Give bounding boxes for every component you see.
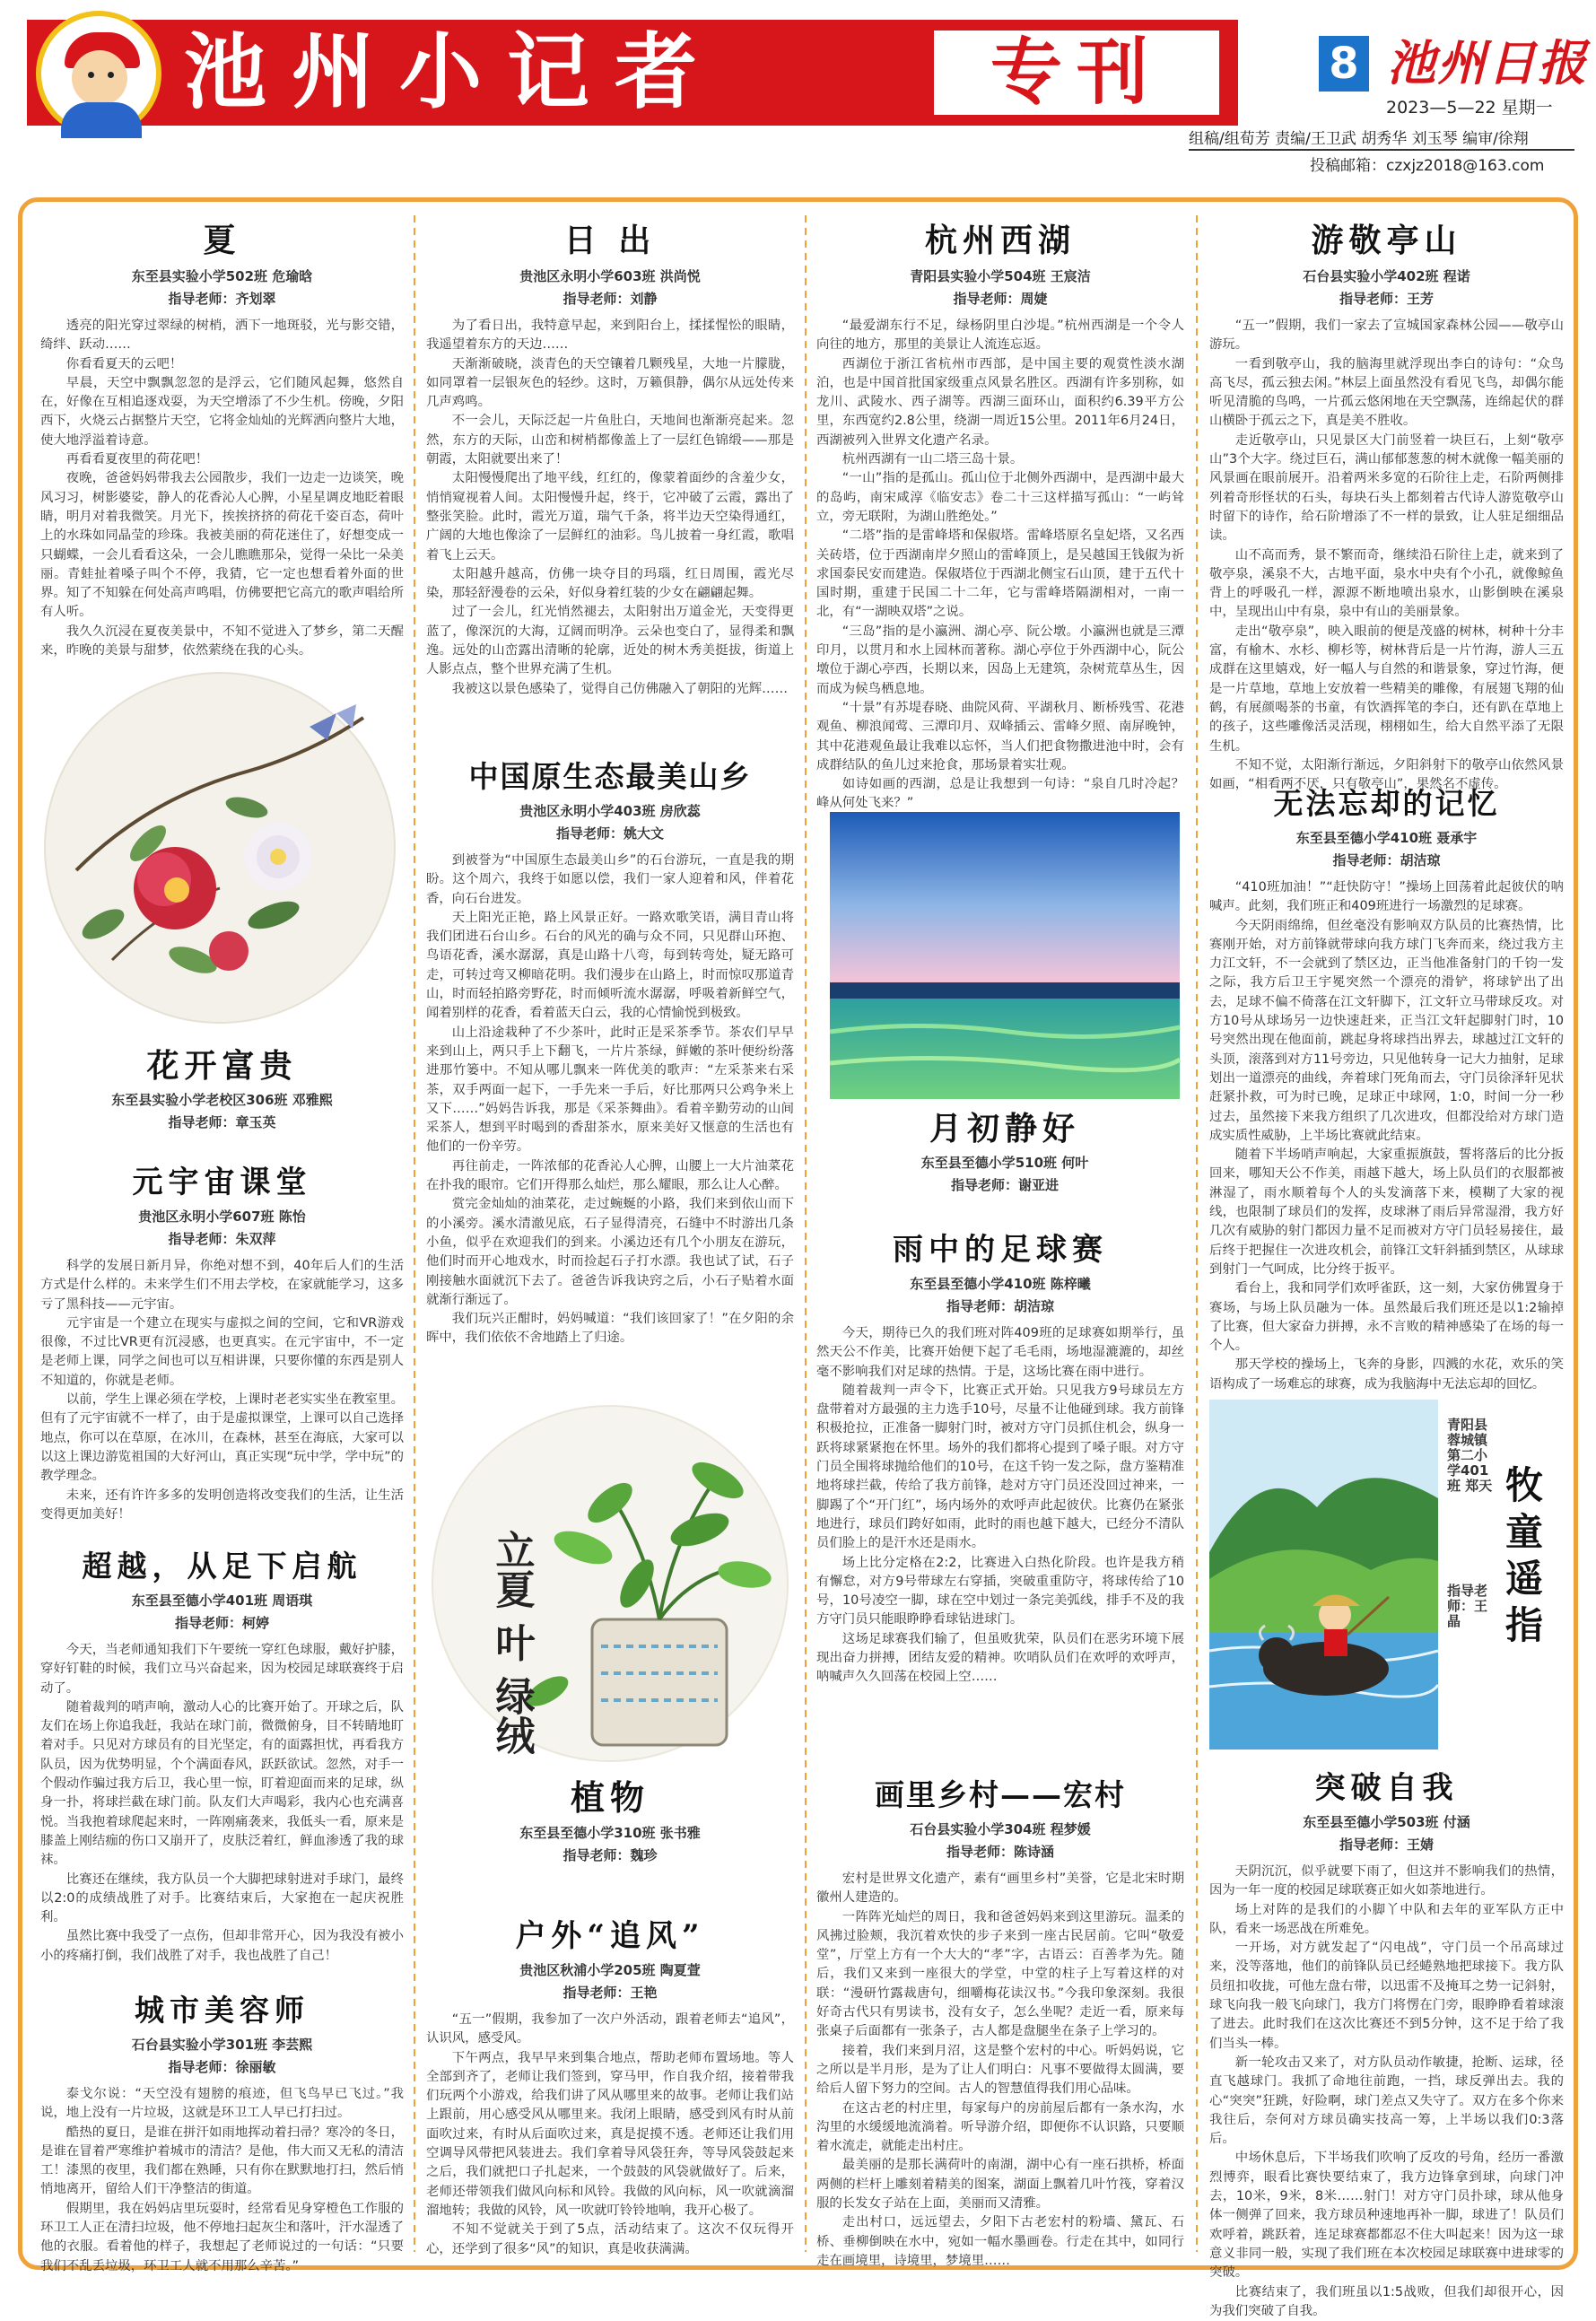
article-chengshi <box>40 1987 404 2273</box>
paragraph: “最爱湖东行不足，绿杨阴里白沙堤。”杭州西湖是一个令人向往的地方，那里的美景让人流连忘返。 <box>816 318 1184 353</box>
paragraph: 天上阳光正艳，路上风景正好。一路欢歌笑语，满目青山将我们团进石台山乡。石台的风光的确与众不同，只见群山环抱、鸟语花香，溪水潺潺，真是山路十八弯，每到转弯处，疑无路可走，可转过弯又柳暗花明。我们漫步在山路上，时而惊叹那道青山，时而轻拍路旁野花，时而倾听流水潺潺，呼吸着新鲜空气，闻着别样的花香，看着蓝天白云，我的心情愉悦到极致。 <box>426 910 794 1021</box>
paragraph: “十景”有苏堤春晓、曲院风荷、平湖秋月、断桥残雪、花港观鱼、柳浪闻莺、三潭印月、双峰插云、雷峰夕照、南屏晚钟，其中花港观鱼最让我难以忘怀，当人们把食物撒进池中时，会有成群结队的鱼儿过来抢食，那场景着实壮观。 <box>816 700 1184 772</box>
editors-credits: 组稿/组荀芳 责编/王卫武 胡秀华 刘玉琴 编审/徐翔 <box>1189 130 1529 148</box>
article-teacher: 指导老师：王婧 <box>1339 1837 1434 1853</box>
artwork-caption <box>830 1104 1180 1194</box>
paragraph: 宏村是世界文化遗产，素有“画里乡村”美誉，它是北宋时期徽州人建造的。 <box>816 1872 1184 1906</box>
artwork-title-vertical: 牧童遥指 <box>1505 1463 1544 1647</box>
artwork-teacher-vertical: 指导老师：王晶 <box>1447 1583 1488 1629</box>
masthead-divider <box>1189 149 1574 151</box>
paragraph: 过了一会儿，红光悄然褪去，太阳射出万道金光，天变得更蓝了，像深沉的大海，辽阔而明净。云朵也变白了，显得柔和飘逸。远处的山峦露出清晰的轮廓，近处的树木秀美挺拔，街道上人影点点，整个世界充满了生机。 <box>426 605 794 677</box>
article-byline: 东至县至德小学410班 聂承宇 <box>1295 830 1478 846</box>
paragraph: 中场休息后，下半场我们吹响了反攻的号角，经历一番激烈博弈，眼看比赛快要结束了，我方边锋拿到球，向球门冲去，10米，9米，8米……射门！对方守门员扑球，球从他身体一侧弹了回来，我方球员种速地再补一脚，球进了！队员们欢呼着，跳跃着，连足球赛都都忍不住大叫起来！因为这一球意义非同一般，实现了我们班在本次校园足球联赛中进球零的突破。 <box>1209 2151 1564 2281</box>
paragraph: 未来，还有许许多多的发明创造将改变我们的生活，让生活变得更加美好！ <box>40 1488 404 1522</box>
article-body <box>816 1870 1184 2271</box>
paragraph: 我们玩兴正酣时，妈妈喊道：“我们该回家了！”在夕阳的余晖中，我们依依不舍地踏上了归途。 <box>426 1312 794 1346</box>
plant-painting <box>431 1395 789 1767</box>
submission-email: 投稿邮箱：czxjz2018@163.com <box>1310 157 1545 175</box>
calligraphy-inscription: 立夏 叶 绿绒 <box>488 1530 535 1755</box>
paragraph: 今天，当老师通知我们下午要统一穿红色球服，戴好护膝，穿好钉鞋的时候，我们立马兴奋起来，因为校园足球联赛终于启动了。 <box>40 1643 404 1696</box>
paragraph: 一看到敬亭山，我的脑海里就浮现出李白的诗句：“众鸟高飞尽，孤云独去闲。”林层上面虽然没有看见飞鸟，却偶尔能听见清脆的鸟鸣，一片孤云悠闲地在天空飘荡，连绵起伏的群山横卧于孤云之下，真是美不胜收。 <box>1209 356 1564 429</box>
article-byline: 东至县至德小学410班 陈梓曦 <box>910 1276 1091 1292</box>
paragraph: 这场足球赛我们输了，但虽败犹荣，队员们在恶劣环境下展现出奋力拼搏，团结友爱的精神。吹哨队员们在欢呼的欢呼声，呐喊声久久回荡在校园上空…… <box>816 1631 1184 1685</box>
article-yuanshengtai <box>426 754 794 1382</box>
special-issue-label: 专刊 <box>990 31 1163 114</box>
article-title: 画里乡村——宏村 <box>875 1777 1126 1812</box>
paragraph: 一开场，对方就发起了“闪电战”，守门员一个吊高球过来，没等落地，他们的前锋队员已经蜷熟地把球接下。我方队员纽扣收拢，可他左盘右带，以迅雷不及掩耳之势一记斜射，球飞向我一般飞向球门，我方门将愣在门旁，眼睁睁看着球滚了进去。此时我们在这次比赛还不到5分钟，这不足于给了我们当头一棒。 <box>1209 1941 1564 2051</box>
artwork-teacher: 指导老师：魏珍 <box>563 1847 658 1863</box>
artwork-yuechu <box>830 812 1180 1211</box>
article-teacher: 指导老师：朱双萍 <box>168 1231 276 1247</box>
paragraph: 山不高而秀，景不繁而奇，继续沿石阶往上走，就来到了敬亭泉，溪泉不大，古地平面，泉水中央有个小孔，就像鲸鱼背上的呼吸孔一样，源源不断地喷出泉水，山影倒映在溪泉中，呈现出山中有泉，泉中有山的美丽景象。 <box>1209 547 1564 620</box>
artwork-byline: 东至县至德小学310班 张书雅 <box>519 1825 701 1841</box>
article-byline: 东至县至德小学503班 付涵 <box>1303 1814 1470 1830</box>
column-divider <box>1196 215 1198 2252</box>
artwork-byline: 东至县实验小学老校区306班 邓雅熙 <box>111 1092 333 1108</box>
paragraph: 以前，学生上课必须在学校，上课时老老实实坐在教室里。但有了元宇宙就不一样了，由于是虚拟课堂，上课可以自己选择地点，你可以在草原，在冰川，在森林，甚至在海底，大家可以以这上课边游览祖国的大好河山，真正实现“玩中学，学中玩”的教学理念。 <box>40 1392 404 1484</box>
article-body <box>816 317 1184 814</box>
article-xia <box>40 215 404 664</box>
paragraph: “二塔”指的是雷峰塔和保俶塔。雷峰塔原名皇妃塔，又名西关砖塔，位于西湖南岸夕照山的雷峰顶上，是吴越国王钱俶为祈求国泰民安而建造。保俶塔位于西湖北侧宝石山顶，建于五代十国时期，重建于民国二十二年，它与雷峰塔隔湖相对，一南一北，有“一湖映双塔”之说。 <box>816 528 1184 620</box>
artwork-teacher: 指导老师：章玉英 <box>168 1114 276 1130</box>
paragraph: 夜晚，爸爸妈妈带我去公园散步，我们一边走一边谈笑，晚风习习，树影婆娑，静人的花香沁人心脾，小星星调皮地眨着眼睛，明月对着我微笑。月光下，挨挨挤挤的荷花千姿百态，荷叶上的水珠如同晶莹的珍珠。我被美丽的荷花迷住了，好想变成一只蝴蝶，一会儿看看这朵，一会儿瞧瞧那朵，觉得一朵比一朵美丽。青蛙扯着嗓子叫个不停，我猜，它一定也想看着外面的世界。知了不知躲在何处高声鸣唱，仿佛要把它高亢的歌声唱给所有人听。 <box>40 471 404 620</box>
mascot-eye <box>108 72 114 78</box>
article-title: 日 出 <box>563 222 657 259</box>
paragraph: 看台上，我和同学们欢呼雀跃，这一刻，大家仿佛置身于赛场，与场上队员融为一体。虽然最后我们班还是以1:2输掉了比赛，但大家奋力拼搏，永不言败的精神感染了在场的每一个人。 <box>1209 1281 1564 1354</box>
paragraph: 那天学校的操场上，飞奔的身影，四溅的水花，欢乐的笑语构成了一场难忘的球赛，成为我脑海中无法忘却的回忆。 <box>1209 1357 1564 1392</box>
paragraph: 随着下半场哨声响起，大家重振旗鼓，誓将落后的比分扳回来，哪知天公不作美，雨越下越大，场上队员们的衣服都被淋湿了，雨水顺着每个人的头发滴落下来，模糊了大家的视线，也限制了球员们的发挥，皮球淋了雨后异常湿滑，我方好几次有威胁的射门都因力量不足而被对方守门员轻易接住，最后终于把握住一次进攻机会，前锋江文轩斜插到禁区，从球球到射门一气呵成，比分终于扳平。 <box>1209 1147 1564 1277</box>
article-title: 元宇宙课堂 <box>132 1165 312 1200</box>
article-body <box>40 2085 404 2276</box>
article-teacher: 指导老师：王芳 <box>1339 291 1434 307</box>
article-title: 户外“追风” <box>515 1918 705 1954</box>
article-tupo <box>1209 1763 1564 2318</box>
paragraph: 如诗如画的西湖，总是让我想到一句诗：“泉自几时冷起？峰从何处飞来？” <box>816 777 1184 811</box>
article-teacher: 指导老师：周婕 <box>953 291 1048 307</box>
paragraph: 早晨，天空中飘飘忽忽的是浮云，它们随风起舞，悠然自在，好像在互相追逐戏耍，为天空增添了不少生机。傍晚，夕阳西下，火烧云占据整片天空，它将金灿灿的光辉洒向整片大地，使大地浮溢着诗意。 <box>40 375 404 448</box>
article-body <box>40 1641 404 1966</box>
article-byline: 石台县实验小学304班 程梦媛 <box>910 1821 1091 1837</box>
article-zuqiu <box>816 1225 1184 1763</box>
paragraph: 不知不觉就关于到了5点，活动结束了。这次不仅玩得开心，还学到了很多“风”的知识，真是收获满满。 <box>426 2222 794 2256</box>
paragraph: 不一会儿，天际泛起一片鱼肚白，天地间也渐渐亮起来。忽然，东方的天际，山峦和树梢都像盖上了一层红色锦缎——那是朝霞，太阳就要出来了！ <box>426 414 794 467</box>
artwork-byline: 东至县至德小学510班 何叶 <box>920 1155 1089 1171</box>
paragraph: 杭州西湖有一山二塔三岛十景。 <box>842 452 1024 467</box>
paragraph: “五一”假期，我们一家去了宣城国家森林公园——敬亭山游玩。 <box>1209 318 1564 353</box>
paragraph: 我久久沉浸在夏夜美景中，不知不觉进入了梦乡，第二天醒来，昨晚的美景与甜梦，依然萦绕在我的心头。 <box>40 624 404 659</box>
article-title: 突破自我 <box>1314 1770 1459 1806</box>
paragraph: 赏完金灿灿的油菜花，走过蜿蜒的小路，我们来到依山而下的小溪旁。溪水清澈见底，石子显得清亮，石缝中不时游出几条小鱼，似乎在欢迎我们的到来。小溪边还有几个小朋友在游玩，他们时而开心地戏水，时而捡起石子打水漂。我也试了试，石子刚接触水面就沉下去了。爸爸告诉我诀窍之后，小石子贴着水面就渐行渐远了。 <box>426 1197 794 1307</box>
paragraph: 山上沿途栽种了不少茶叶，此时正是采茶季节。茶农们早早来到山上，两只手上下翻飞，一片片茶绿，鲜嫩的茶叶便纷纷落进那竹篓中。不知从哪儿飘来一阵优美的歌声：“左采茶来右采茶，双手两面一起下，一手先来一手后，好比那两只公鸡争米上又下……”妈妈告诉我，那是《采茶舞曲》。看着辛勤劳动的山间采茶人，想到平时喝到的香甜茶水，原来美好又惬意的生活也有他们的一份辛劳。 <box>426 1025 794 1155</box>
artwork-title: 植物 <box>570 1777 650 1818</box>
paragraph: 假期里，我在妈妈店里玩耍时，经常看见身穿橙色工作服的环卫工人正在清扫垃圾，他不停地扫起灰尘和落叶，汗水湿透了他的衣服。看着他的样子，我想起了老师说过的一句话：“只要我们不乱丢垃圾，环卫工人就不用那么辛苦。” <box>40 2201 404 2273</box>
article-body <box>1209 878 1564 1394</box>
mascot-eye <box>88 72 94 78</box>
paragraph: “三岛”指的是小瀛洲、湖心亭、阮公墩。小瀛洲也就是三潭印月，以贯月和水上园林而著称。湖心亭位于外西湖中心，阮公墩位于湖心亭西，长期以来，因岛上无建筑，杂树荒草丛生，因而成为候鸟栖息地。 <box>816 624 1184 696</box>
article-body <box>426 2011 794 2259</box>
article-title: 中国原生态最美山乡 <box>468 759 752 794</box>
article-title: 游敬亭山 <box>1311 222 1462 259</box>
paragraph: 接着，我们来到月沼，这是整个宏村的中心。听妈妈说，它之所以是半月形，是为了让人们明白：凡事不要做得太圆满，要给后人留下努力的空间。古人的智慧值得我们用心品味。 <box>816 2043 1184 2097</box>
article-hangzhou <box>816 215 1184 811</box>
paragraph: 走近敬亭山，只见景区大门前竖着一块巨石，上刻“敬亭山”3个大字。绕过巨石，满山郁郁葱葱的树木就像一幅美丽的风景画在眼前展开。沿着两米多宽的石阶往上走，石阶两侧排列着奇形怪状的石头，每块石头上都刻着古代诗人游览敬亭山时留下的诗作，给石阶增添了不一样的景致，让人驻足细细品读。 <box>1209 432 1564 544</box>
article-byline: 贵池区永明小学403班 房欣蕊 <box>519 803 701 819</box>
paragraph: 天渐渐破晓，淡青色的天空镶着几颗残星，大地一片朦胧，如同罩着一层银灰色的轻纱。这时，万籁俱静，偶尔从远处传来几声鸡鸣。 <box>426 356 794 410</box>
column-divider <box>414 215 415 2252</box>
paragraph: 随着裁判的哨声响，激动人心的比赛开始了。开球之后，队友们在场上你追我赶，我站在球门前，微微俯身，目不转睛地盯着对手。只见对方球员有的目光坚定，有的面露担忧，再看我方队员，因为优势明显，个个满面春风，跃跃欲试。忽然，对手一个假动作骗过我方后卫，我心里一惊，盯着迎面而来的足球，纵身一扑，将球拦截在球门前。队友们大声喝彩，我内心也充满喜悦。当我抱着球爬起来时，一阵刚痛袭来，我低头一看，原来是膝盖上刚结痂的伤口又崩开了，皮肤泛着红，鲜血渗透了我的球袜。 <box>40 1699 404 1868</box>
artwork-byline-vertical: 青阳县蓉城镇第二小学401班 郑天 <box>1447 1417 1493 1494</box>
article-body <box>426 317 794 699</box>
article-teacher: 指导老师：胡洁琼 <box>1332 852 1441 868</box>
paragraph: 场上对阵的是我们的小脚丫中队和去年的亚军队方正中队，看来一场恶战在所难免。 <box>1209 1902 1564 1936</box>
seascape-painting <box>830 812 1180 1099</box>
paragraph: 比赛结束了，我们班虽以1:5战败，但我们却很开心，因为我们突破了自我。 <box>1209 2284 1564 2318</box>
paragraph: 走出“敬亭泉”，映入眼前的便是茂盛的树林，树种十分丰富，有榆木、水杉、柳杉等，树林背后是一片竹海，游人三五成群在这里嬉戏，好一幅人与自然的和谐景象，穿过竹海，便是一片草地，草地上安放着一些精美的雕像，有展翅飞翔的仙鹤，有展颜喝茶的书童，有饮酒挥笔的李白，还有趴在草地上的孩子，这些雕像活灵活现，栩栩如生，给大自然平添了无限生机。 <box>1209 624 1564 754</box>
article-yuanyuzhou <box>40 1157 404 1530</box>
paragraph: 我被这以景色感染了，觉得自己仿佛融入了朝阳的光辉…… <box>451 681 788 696</box>
artwork-title: 月初静好 <box>929 1110 1080 1147</box>
artwork-mutong <box>1209 1400 1564 1749</box>
paragraph: “一山”指的是孤山。孤山位于北侧外西湖中，是西湖中最大的岛屿，南宋咸淳《临安志》卷二十三这样描写孤山：“一屿耸立，旁无联附，为湖山胜绝处。” <box>816 471 1184 524</box>
paragraph: 比赛还在继续，我方队员一个大脚把球射进对手球门，最终以2:0的成绩战胜了对手。比赛结束后，大家抱在一起庆祝胜利。 <box>40 1872 404 1925</box>
paragraph: 天阴沉沉，似乎就要下雨了，但这并不影响我们的热情，因为一年一度的校园足球联赛正如火如荼地进行。 <box>1209 1864 1564 1898</box>
issue-date: 2023—5—22 星期一 <box>1386 98 1553 118</box>
paragraph: 你看看夏天的云吧！ <box>65 356 183 371</box>
peony-painting <box>40 664 404 1041</box>
article-teacher: 指导老师：胡洁琼 <box>946 1298 1054 1314</box>
newspaper-logo: 池州日报 <box>1387 34 1588 92</box>
paragraph: “410班加油！”“赶快防守！”操场上回荡着此起彼伏的呐喊声。此刻，我们班正和409班进行一场激烈的足球赛。 <box>1209 880 1564 914</box>
article-byline: 东至县至德小学401班 周语琪 <box>131 1592 313 1609</box>
masthead <box>0 0 1596 175</box>
article-byline: 贵池区秋浦小学205班 陶夏萱 <box>519 1962 701 1978</box>
article-byline: 贵池区永明小学603班 洪尚悦 <box>519 268 701 284</box>
article-body <box>426 851 794 1348</box>
article-title: 雨中的足球赛 <box>893 1232 1108 1268</box>
artwork-teacher: 指导老师：谢亚进 <box>950 1177 1059 1193</box>
article-youjing <box>1209 215 1564 792</box>
article-teacher: 指导老师：王艳 <box>563 1985 658 2001</box>
article-teacher: 指导老师：刘静 <box>563 291 658 307</box>
artwork-zhiwu <box>431 1395 789 1871</box>
paragraph: 最美丽的是那长满荷叶的南湖，湖中心有一座石拱桥，桥面两侧的栏杆上雕刻着精美的图案，湖面上飘着几叶竹筏，穿着汉服的长发女子站在上面，美丽而又清雅。 <box>816 2158 1184 2212</box>
paragraph: 随着裁判一声令下，比赛正式开始。只见我方9号球员左方盘带着对方最强的主力选手10号，尽量不让他碰到球。我方前锋积极抢拉，正准备一脚射门时，被对方守门员抓住机会，纵身一跃将球紧紧抱在怀里。场外的我们都将心提到了嗓子眼。对方守门员全围将球抛给他们的10号，在这千钧一发之际，盘方鉴精准地将球拦截，传给了我方前锋，趁对方守门员还没回过神来，一脚踢了个“开门红”，场内场外的欢呼声此起彼伏。比赛仍在紧张地进行，球员们跨好如雨，此时的雨也越下越大，已经分不清队员们脸上的是汗水还是雨水。 <box>816 1383 1184 1551</box>
mascot-shirt <box>61 102 142 138</box>
masthead-title: 池州小记者 <box>184 23 723 120</box>
article-huali <box>816 1772 1184 2268</box>
paragraph: 不知不觉，太阳渐行渐远，夕阳斜射下的敬亭山依然风景如画，“相看两不厌，只有敬亭山”，果然名不虚传。 <box>1209 757 1564 792</box>
artwork-huakai <box>40 664 404 1130</box>
article-teacher: 指导老师：陈诗涵 <box>946 1844 1054 1860</box>
article-teacher: 指导老师：齐划翠 <box>168 291 276 307</box>
mascot-face <box>72 50 127 106</box>
article-teacher: 指导老师：徐丽敏 <box>168 2059 276 2075</box>
paragraph: 透亮的阳光穿过翠绿的树梢，洒下一地斑驳，光与影交错，绮绊、跃动…… <box>40 318 404 353</box>
paragraph: 再往前走，一阵浓郁的花香沁人心脾，山腰上一大片油菜花在扑我的眼帘。它们开得那么灿烂，那么耀眼，那么让人心醉。 <box>426 1158 794 1193</box>
paragraph: “五一”假期，我参加了一次户外活动，跟着老师去“追风”，认识风，感受风。 <box>426 2012 794 2046</box>
article-teacher: 指导老师：柯婷 <box>174 1615 269 1631</box>
article-title: 杭州西湖 <box>924 222 1076 259</box>
article-byline: 贵池区永明小学607班 陈怡 <box>138 1208 306 1225</box>
paragraph: 下午两点，我早早来到集合地点，帮助老师布置场地。等人全部到齐了，老师让我们签到，穿马甲，作自我介绍，接着带我们玩两个小游戏，给我们讲了风从哪里来的故事。老师让我们站上跟前，用心感受风从哪里来。我闭上眼睛，感受到风有时从前面吹过来，有时从后面吹过来，真是捉摸不透。老师还让我们用空调导风带把风装进去。我们拿着导风袋狂奔，等导风袋鼓起来之后，我们就把口子扎起来，一个鼓鼓的风袋就做好了。后来，老师还带领我们做风向标和风铃。我做的风向标，风一吹就滴溜溜地转；我做的风铃，风一吹就叮铃铃地响，我开心极了。 <box>426 2050 794 2218</box>
paragraph: 到被誉为“中国原生态最美山乡”的石台游玩，一直是我的期盼。这个周六，我终于如愿以偿，我们一家人迎着和风，伴着花香，向石台进发。 <box>426 853 794 906</box>
paragraph: 虽然比赛中我受了一点伤，但却非常开心，因为我没有被小小的疼痛打倒，我们战胜了对手，我也战胜了自己！ <box>40 1929 404 1963</box>
artwork-caption <box>431 1770 789 1864</box>
page-number: 8 <box>1319 36 1369 92</box>
paragraph: 太阳越升越高，仿佛一块夺目的玛瑙，红日周围，霞光尽染，那轻舒漫卷的云朵，好似身着红装的少女在翩翩起舞。 <box>426 566 794 601</box>
paragraph: 走出村口，远远望去，夕阳下古老宏村的粉墙、黛瓦、石桥、垂柳倒映在水中，宛如一幅水墨画卷。行走在其中，如同行走在画境里，诗境里，梦境里…… <box>816 2215 1184 2268</box>
article-body <box>40 317 404 660</box>
article-byline: 青阳县实验小学504班 王宸洁 <box>910 268 1091 284</box>
artwork-caption <box>40 1041 404 1131</box>
special-issue-box <box>929 25 1225 120</box>
paragraph: 新一轮攻击又来了，对方队员动作敏捷，抢断、运球，径直飞越球门。我抓了命地往前跑，一挡，球反弹出去。我的心“突突”狂跳，好险啊，球门差点又失守了。双方在多个你来我往后，奈何对方球员确实技高一筹，上半场以我们0:3落后。 <box>1209 2055 1564 2147</box>
paragraph: 再看看夏夜里的荷花吧！ <box>65 452 209 467</box>
paragraph: 今天，期待已久的我们班对阵409班的足球赛如期举行，虽然天公不作美，比赛开始便下起了毛毛雨，场地湿漉漉的，却丝毫不影响我们对足球的热情。于是，这场比赛在雨中进行。 <box>816 1326 1184 1379</box>
article-body <box>40 1257 404 1524</box>
paragraph: 元宇宙是一个建立在现实与虚拟之间的空间，它和VR游戏很像，不过比VR更有沉浸感，也更真实。在元宇宙中，不一定是老师上课，同学之间也可以互相讲课，只要你懂的东西是别人不知道的，你就是老师。 <box>40 1315 404 1388</box>
paragraph: 太阳慢慢爬出了地平线，红红的，像蒙着面纱的含羞少女，悄悄窥视着人间。太阳慢慢升起，终于，它冲破了云霞，露出了整张笑脸。此时，霞光万道，瑞气千条，将半边天空染得通红，广阔的大地也像涂了一层鲜红的油彩。鸟儿披着一身红霞，歌唱着飞上云天。 <box>426 471 794 563</box>
article-chaoyue <box>40 1543 404 1974</box>
paragraph: 泰戈尔说：“天空没有翅膀的痕迹，但飞鸟早已飞过。”我说，地上没有一片垃圾，这就是环卫工人早已打扫过。 <box>40 2087 404 2121</box>
article-byline: 石台县实验小学402班 程诺 <box>1303 268 1470 284</box>
paragraph: 酷热的夏日，是谁在拼汗如雨地挥动着扫帚？寒冷的冬日，是谁在冒着严寒维护着城市的清洁？是他，伟大而又无私的清洁工！漆黑的夜里，我们都在熟睡，只有你在默默地打扫，然后悄悄地离开，留给人们干净整洁的街道。 <box>40 2125 404 2197</box>
article-title: 超越，从足下启航 <box>82 1549 362 1584</box>
paragraph: 西湖位于浙江省杭州市西部，是中国主要的观赏性淡水湖泊，也是中国首批国家级重点风景名胜区。西湖有许多别称，如龙川、武陵水、西子湖等。西湖三面环山，面积约6.39平方公里，东西宽约2.8公里，绕湖一周近15公里。2011年6月24日，西湖被列入世界文化遗产名录。 <box>816 356 1184 448</box>
article-body <box>816 1324 1184 1688</box>
article-richu <box>426 215 794 727</box>
column-divider <box>805 215 807 2252</box>
paragraph: 科学的发展日新月异，你绝对想不到，40年后人们的生活方式是什么样的。未来学生们不用去学校，在家就能学习，这多亏了黑科技——元宇宙。 <box>40 1259 404 1312</box>
paragraph: 今天阴雨绵绵，但丝毫没有影响双方队员的比赛热情，比赛刚开始，对方前锋就带球向我方球门飞奔而来，绕过我方主力江文轩，不一会就到了禁区边，正当他准备射门的千钧一发之际，我方后卫王宇冕突然一个漂亮的滑铲，将球铲出了出去，足球不偏不倚落在江文轩脚下，江文轩立马带球反攻。对方10号从球场另一边快速赶来，正当江文轩起脚射门时，10号突然出现在他面前，跳起身将球挡出界去，球越过江文轩的头顶，滚落到对方11号旁边，只见他转身一记大力抽射，足球划出一道漂亮的曲线，奔着球门死角而去，守门员徐泽轩见状赶紧扑救，可为时已晚，足球正中球网，1:0，时间一分一秒过去，虽然接下来我方组织了几次进攻，但都没给对方球门造成实质性威胁，上半场比赛就此结束。 <box>1209 918 1564 1143</box>
mascot-logo <box>36 11 161 136</box>
article-byline: 石台县实验小学301班 李芸熙 <box>131 2037 313 2053</box>
artwork-title: 花开富贵 <box>146 1047 298 1085</box>
paragraph: 在这古老的村庄里，每家每户的房前屋后都有一条水沟，水沟里的水缓缓地流淌着。听导游介绍，即便你不认识路，只要顺着水流走，就能走出村庄。 <box>816 2100 1184 2154</box>
article-title: 城市美容师 <box>135 1993 310 2028</box>
article-body <box>1209 317 1564 794</box>
article-huwai <box>426 1911 794 2261</box>
article-teacher: 指导老师：姚大文 <box>555 825 664 842</box>
paragraph: 为了看日出，我特意早起，来到阳台上，揉揉惺忪的眼睛，我遥望着东方的天边…… <box>426 318 794 353</box>
paragraph: 场上比分定格在2:2，比赛进入白热化阶段。也许是我方稍有懈怠，对方9号带球左右穿插，突破重重防守，将球传给了10号，10号凌空一脚，球在空中划过一条完美弧线，排手不及的我方守门员只能眼睁睁看球钻进球门。 <box>816 1555 1184 1627</box>
cowherd-painting <box>1209 1400 1438 1749</box>
article-body <box>1209 1863 1564 2321</box>
paragraph: 一阵阵光灿烂的周日，我和爸爸妈妈来到这里游玩。温柔的风拂过脸颊，我沉着欢快的步子来到一座古民居前。它叫“敬爱堂”，厅堂上方有一个大大的“孝”字，古语云：百善孝为先。随后，我们又来到一座很大的学堂，中堂的柱子上写着这样的对联：“漫研竹露裁唐句，细嚼梅花读汉书。”今我印象深刻。我很好奇古代只有男读书，没有女子，怎么坐呢？走近一看，原来每张桌子后面都有一张条子，古人都是盘腿坐在条子上学习的。 <box>816 1909 1184 2039</box>
article-nanwang <box>1209 781 1564 1391</box>
article-byline: 东至县实验小学502班 危瑜晗 <box>131 268 313 284</box>
article-title: 夏 <box>203 222 241 259</box>
article-title: 无法忘却的记忆 <box>1273 786 1500 821</box>
